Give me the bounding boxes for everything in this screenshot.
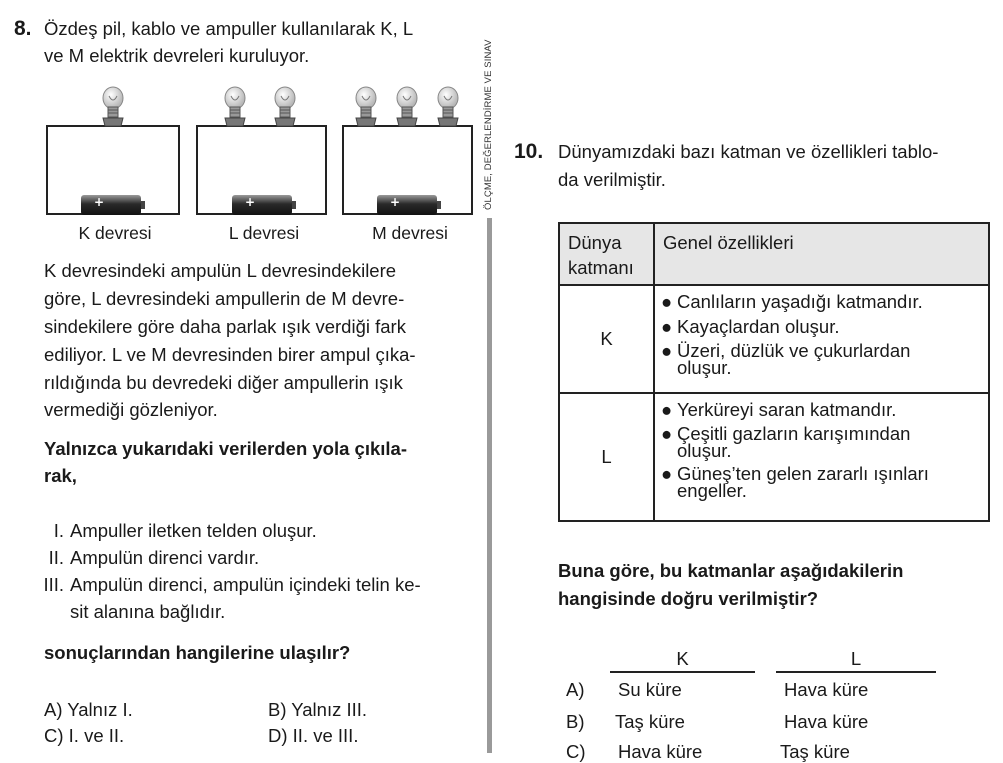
answer-letter[interactable]: C) <box>566 741 586 762</box>
option-d[interactable]: D) II. ve III. <box>268 725 359 746</box>
vertical-banner: ÖLÇME, DEĞERLENDİRME VE SINAV <box>483 39 494 210</box>
row-key: K <box>559 285 654 393</box>
row-key: L <box>559 393 654 521</box>
circuit-m-label: M devresi <box>372 223 448 243</box>
answer-l: Hava küre <box>784 711 869 732</box>
answer-col-k: K <box>676 648 689 669</box>
q10-number: 10. <box>514 140 544 163</box>
bullet-item: ● Çeşitli gazların karışımından oluşur. <box>661 423 911 461</box>
q8-intro-line2: ve M elektrik devreleri kuruluyor. <box>44 45 310 66</box>
option-a[interactable]: A) Yalnız I. <box>44 699 133 720</box>
answer-letter[interactable]: A) <box>566 679 585 700</box>
row-items <box>654 285 989 393</box>
q8-body-line: vermediği gözleniyor. <box>44 399 218 420</box>
q8-body-line: rıldığında bu devredeki diğer ampullerin ışık <box>44 372 403 393</box>
table-header-cell <box>559 223 654 285</box>
q8-prompt-line1: Yalnızca yukarıdaki verilerden yola çıkıla- <box>44 438 407 459</box>
q8-intro-line1: Özdeş pil, kablo ve ampuller kullanılarak K, L <box>44 18 414 39</box>
bullet-item: ● Canlıların yaşadığı katmandır. <box>661 291 923 312</box>
q10-intro-line1: Dünyamızdaki bazı katman ve özellikleri tablo- <box>558 141 939 162</box>
column-divider <box>487 218 492 753</box>
answer-l: Hava küre <box>784 679 869 700</box>
bulb-icon <box>352 86 380 130</box>
q8-body-line: ediliyor. L ve M devresinden birer ampul çıka- <box>44 344 416 365</box>
q8-body-line: göre, L devresindeki ampullerin de M devre- <box>44 288 405 309</box>
q10-intro-line2: da verilmiştir. <box>558 169 666 190</box>
q8-body-line: K devresindeki ampulün L devresindekilere <box>44 260 397 281</box>
bullet-item: ● Üzeri, düzlük ve çukurlardan oluşur. <box>661 340 911 378</box>
statement-roman: I. <box>53 520 64 541</box>
table-row <box>559 393 989 521</box>
statement-text: Ampulün direnci vardır. <box>70 547 260 568</box>
circuit-k-label: K devresi <box>78 223 152 243</box>
circuit-l-label: L devresi <box>228 223 300 243</box>
answer-k: Taş küre <box>615 711 685 732</box>
svg-text:+: + <box>390 195 401 209</box>
row-items <box>654 393 989 521</box>
answer-col-l: L <box>850 648 862 669</box>
option-b[interactable]: B) Yalnız III. <box>268 699 368 720</box>
answer-k: Su küre <box>618 679 682 700</box>
q8-prompt-line2: rak, <box>44 465 77 486</box>
bulb-icon <box>99 86 127 130</box>
statement-text: Ampuller iletken telden oluşur. <box>70 520 317 541</box>
svg-text:+: + <box>94 195 105 209</box>
battery-icon <box>231 194 297 216</box>
answer-l: Taş küre <box>780 741 850 762</box>
bullet-icon: ● <box>661 399 673 420</box>
q8-question: sonuçlarından hangilerine ulaşılır? <box>44 642 351 663</box>
answer-col-l-rule <box>776 671 936 673</box>
q8-number: 8. <box>14 17 32 40</box>
bullet-item: ● Kayaçlardan oluşur. <box>661 316 840 337</box>
statement-text: Ampulün direnci, ampulün içindeki telin ke- <box>70 574 421 595</box>
statement-roman: II. <box>48 547 64 568</box>
svg-text:+: + <box>245 195 256 209</box>
bullet-item: ● Güneş’ten gelen zararlı ışınları engeller. <box>661 463 929 501</box>
bullet-icon: ● <box>661 463 673 484</box>
bulb-icon <box>271 86 299 130</box>
answer-k: Hava küre <box>618 741 703 762</box>
table-row <box>559 285 989 393</box>
bullet-icon: ● <box>661 340 673 361</box>
bulb-icon <box>221 86 249 130</box>
battery-icon <box>80 194 146 216</box>
header-col1-line2: katmanı <box>568 257 634 278</box>
bullet-icon: ● <box>661 316 673 337</box>
bulb-icon <box>434 86 462 130</box>
bulb-icon <box>393 86 421 130</box>
bullet-icon: ● <box>661 423 673 444</box>
bullet-item: ● Yerküreyi saran katmandır. <box>661 399 897 420</box>
header-col2: Genel özellikleri <box>663 232 794 253</box>
layers-table <box>558 222 990 522</box>
statement-roman: III. <box>43 574 64 595</box>
table-header-cell <box>654 223 989 285</box>
statement-text-cont: sit alanına bağlıdır. <box>70 601 226 622</box>
q10-prompt-line2: hangisinde doğru verilmiştir? <box>558 588 819 609</box>
q10-prompt-line1: Buna göre, bu katmanlar aşağıdakilerin <box>558 560 904 581</box>
q8-body-line: sindekilere göre daha parlak ışık verdiği fark <box>44 316 406 337</box>
battery-icon <box>376 194 442 216</box>
bullet-icon: ● <box>661 291 673 312</box>
answer-letter[interactable]: B) <box>566 711 585 732</box>
option-c[interactable]: C) I. ve II. <box>44 725 125 746</box>
header-col1-line1: Dünya <box>568 232 622 253</box>
answer-col-k-rule <box>610 671 755 673</box>
